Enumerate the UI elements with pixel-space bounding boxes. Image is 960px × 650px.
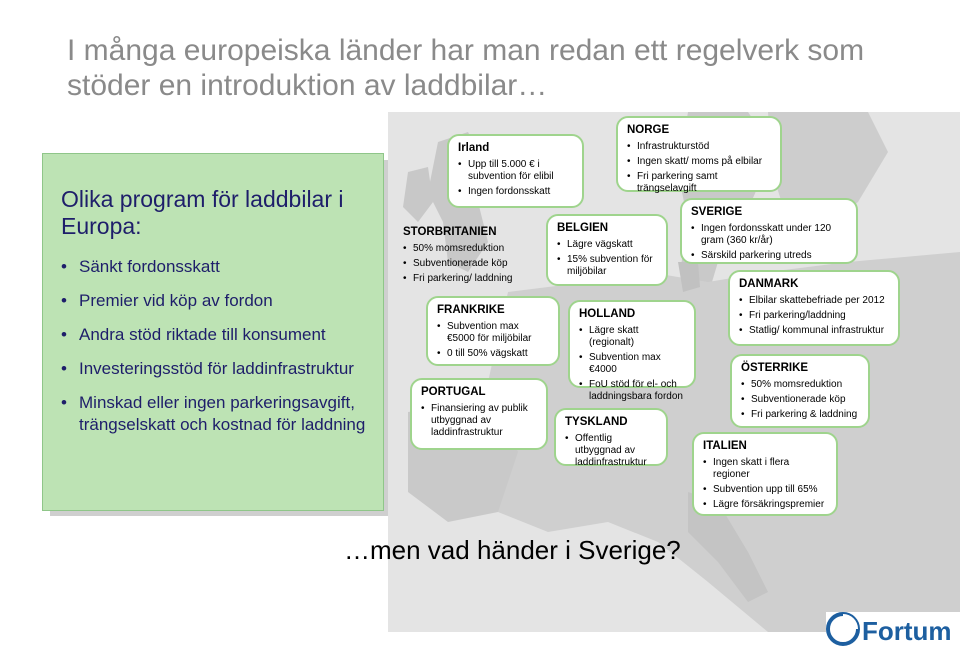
country-name: PORTUGAL [421, 386, 486, 398]
country-name: FRANKRIKE [437, 304, 505, 316]
country-box-portugal [410, 378, 548, 450]
list-item: • Subvention max €4000 [579, 352, 685, 376]
list-item: • Subventionerade köp [741, 394, 859, 406]
country-box-frankrike [426, 296, 560, 366]
country-name: BELGIEN [557, 222, 609, 234]
slide-title: I många europeiska länder har man redan ett regelverk som stöder en introduktion av laddbilar… [67, 34, 865, 102]
bottom-question: …men vad händer i Sverige? [344, 535, 681, 565]
country-box-norge [616, 116, 782, 192]
list-item: • Statlig/ kommunal infrastruktur [739, 325, 889, 337]
country-name: STORBRITANIEN [403, 226, 497, 238]
list-item: • 50% momsreduktion [403, 243, 525, 255]
list-item: • Andra stöd riktade till konsument [61, 324, 379, 346]
country-box-osterrike [730, 354, 870, 428]
list-item: • 50% momsreduktion [741, 379, 859, 391]
country-name: ITALIEN [703, 440, 747, 452]
list-item: • Subvention upp till 65% [703, 484, 827, 496]
list-item: • 0 till 50% vägskatt [437, 348, 549, 360]
list-item: • Fri parkering samt trängselavgift [627, 171, 771, 195]
list-item: • Lägre vägskatt [557, 239, 657, 251]
list-item: • Fri parkering/ laddning [403, 273, 525, 285]
list-item: • Ingen fordonsskatt [458, 186, 573, 198]
list-item: • Premier vid köp av fordon [61, 290, 379, 312]
country-name: TYSKLAND [565, 416, 628, 428]
list-item: • Offentlig utbyggnad av laddinfrastruktur [565, 433, 657, 469]
list-item: • FoU stöd för el- och laddningsbara fordon [579, 379, 685, 403]
left-panel-heading: Olika program för laddbilar i Europa: [61, 186, 344, 239]
country-box-danmark [728, 270, 900, 346]
list-item: • Upp till 5.000 € i subvention för elibil [458, 159, 573, 183]
fortum-logo [826, 612, 960, 648]
list-item: • Minskad eller ingen parkeringsavgift, trängselskatt och kostnad för laddning [61, 392, 379, 436]
country-box-sverige [680, 198, 858, 264]
list-item: • Infrastrukturstöd [627, 141, 771, 153]
left-panel-list [61, 256, 379, 448]
country-name: HOLLAND [579, 308, 636, 320]
country-box-belgien [546, 214, 668, 286]
list-item: • Finansiering av publik utbyggnad av laddinfrastruktur [421, 403, 537, 439]
list-item: • Särskild parkering utreds [691, 250, 847, 262]
country-box-tyskland [554, 408, 668, 466]
country-name: Irland [458, 142, 490, 154]
list-item: • Sänkt fordonsskatt [61, 256, 379, 278]
list-item: • Investeringsstöd för laddinfrastruktur [61, 358, 379, 380]
country-box-irland [447, 134, 584, 208]
country-box-italien [692, 432, 838, 516]
country-name: NORGE [627, 124, 670, 136]
country-name: DANMARK [739, 278, 799, 290]
logo-text: Fortum [862, 616, 952, 646]
list-item: • Subvention max €5000 för miljöbilar [437, 321, 549, 345]
country-name: SVERIGE [691, 206, 743, 218]
list-item: • Ingen fordonsskatt under 120 gram (360 kr/år) [691, 223, 847, 247]
list-item: • Elbilar skattebefriade per 2012 [739, 295, 889, 307]
list-item: • Fri parkering & laddning [741, 409, 859, 421]
list-item: • Ingen skatt i flera regioner [703, 457, 827, 481]
list-item: • Ingen skatt/ moms på elbilar [627, 156, 771, 168]
list-item: • Subventionerade köp [403, 258, 525, 270]
left-panel [42, 153, 384, 511]
country-box-storbritanien [394, 220, 534, 286]
list-item: • Lägre försäkringspremier [703, 499, 827, 511]
country-box-holland [568, 300, 696, 402]
country-name: ÖSTERRIKE [741, 362, 809, 374]
list-item: • Lägre skatt (regionalt) [579, 325, 685, 349]
list-item: • Fri parkering/laddning [739, 310, 889, 322]
list-item: • 15% subvention för miljöbilar [557, 254, 657, 278]
fortum-logo-icon [826, 612, 860, 646]
